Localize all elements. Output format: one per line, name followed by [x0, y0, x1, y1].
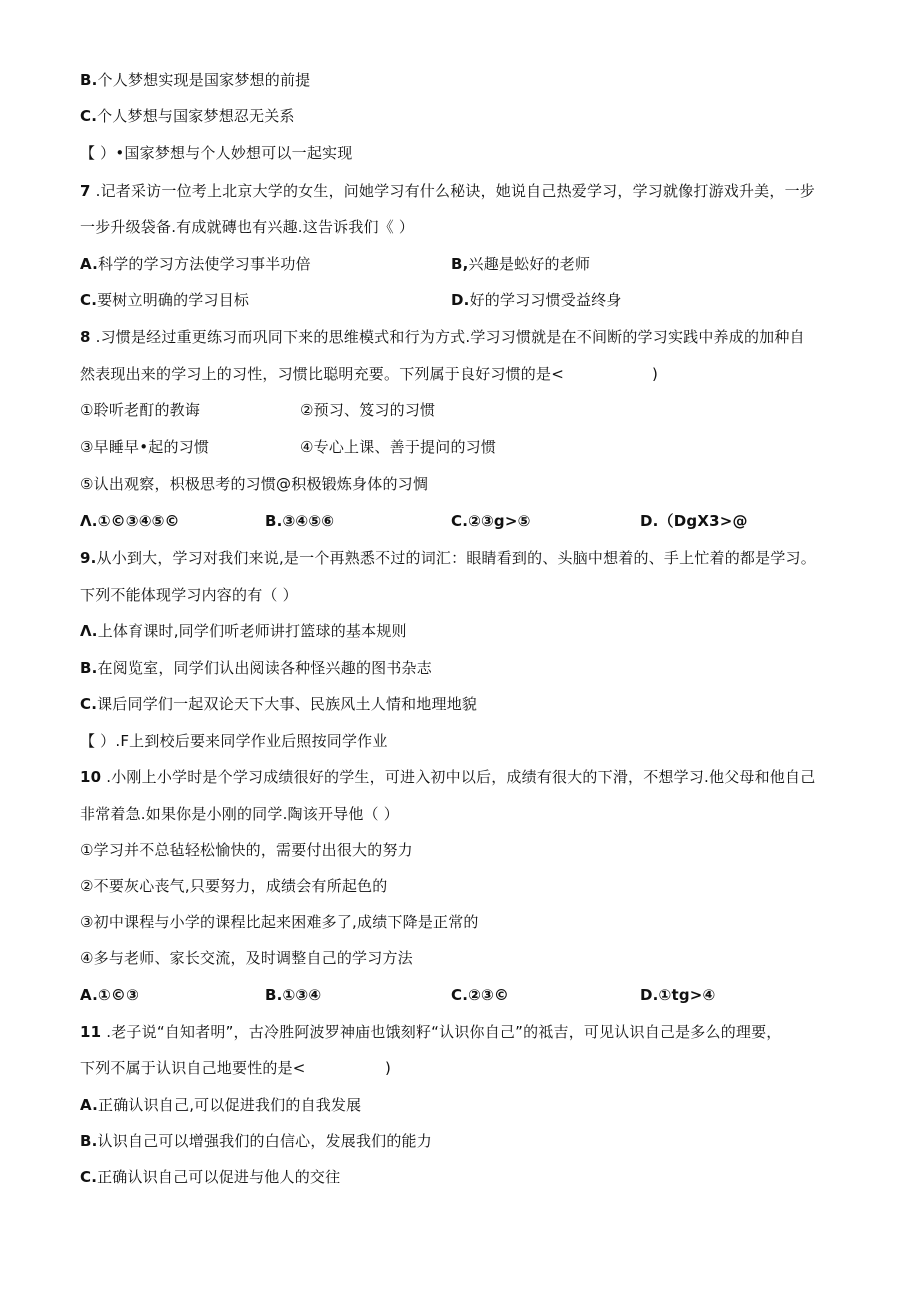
q10-item-4: ④多与老师、家长交流，及时调整自己的学习方法 [80, 949, 413, 967]
q9-option-a [80, 621, 407, 641]
q6-option-b [80, 70, 310, 90]
option-letter: B. [80, 1132, 98, 1150]
option-text: 兴趣是蚣好的老师 [468, 255, 591, 273]
q8-item-3: ③早睡早•起的习惯 [80, 438, 210, 456]
q9-option-d: 【 ）.F上到校后要来同学作业后照按同学作业 [80, 732, 388, 750]
question-text: .老子说“自知者明”，古冷胜阿波罗神庙也饿刻籽“认识你自己”的祗吉，可见认识自己是多么的理要， [101, 1023, 782, 1041]
option-text: 课后同学们一起双论天下大事、民族风土人情和地理地貌 [97, 695, 478, 713]
q9-stem-line1 [80, 548, 816, 568]
q11-option-b [80, 1131, 432, 1151]
q8-item-5: ⑤认出观察，枳极思考的习惯@积极锻炼身体的习惆 [80, 475, 429, 493]
option-text: 个人梦想实现是国家梦想的前提 [97, 71, 311, 89]
option-text: 正确认识自己,可以促进我们的自我发展 [98, 1096, 362, 1114]
q7-option-c [80, 290, 249, 310]
q11-stem-paren: ) [385, 1059, 392, 1077]
question-text: .记者采访一位考上北京大学的女生，问她学习有什么秘诀，她说自己热爱学习，学习就像打游戏升美，一步 [90, 182, 815, 200]
option-text: 科学的学习方法使学习事半功倍 [98, 255, 311, 273]
q7-stem-line2: 一步升级袋备.有成就磚也有兴趣.这告诉我们《 ） [80, 218, 415, 236]
question-number: 9. [80, 549, 97, 567]
option-letter: C. [80, 695, 98, 713]
option-letter: D. [451, 291, 470, 309]
q9-option-c [80, 694, 477, 714]
q8-option-a: Λ.①©③④⑤© [80, 512, 180, 530]
option-text: 要树立明确的学习目标 [97, 291, 250, 309]
q8-option-b: B.③④⑤⑥ [265, 512, 335, 530]
q8-option-c: C.②③g>⑤ [451, 512, 531, 530]
q11-option-a [80, 1095, 361, 1115]
question-text: .习惯是经过重更练习而巩同下来的思维模式和行为方式.学习习惯就是在不间断的学习实践中养成的加种自 [90, 328, 805, 346]
q11-stem-line2: 下列不属于认识自己地要性的是< [80, 1059, 306, 1077]
option-letter: A. [80, 255, 98, 273]
q10-stem-line2: 非常着急.如果你是小刚的同学.陶该开导他（ ） [80, 805, 399, 823]
q10-option-b: B.①③④ [265, 986, 322, 1004]
q8-option-d: D.（DgX3>@ [640, 512, 748, 530]
q9-option-b [80, 658, 432, 678]
q10-item-1: ①学习并不总毡轻松愉快的，需要付出很大的努力 [80, 841, 413, 859]
option-letter: C. [80, 1168, 98, 1186]
option-text: 在阅览室，同学们认出阅读各种怪兴趣的图书杂志 [97, 659, 432, 677]
q8-stem-line2: 然表现出来的学习上的习性，习惯比聪明充要。下列属于良好习惯的是< [80, 365, 564, 383]
q6-option-c [80, 106, 295, 126]
q10-option-a: A.①©③ [80, 986, 139, 1004]
q10-item-2: ②不要灰心丧气,只要努力，成绩会有所起色的 [80, 877, 388, 895]
option-letter: Λ. [80, 622, 98, 640]
q9-stem-line2: 下列不能体现学习内容的有（ ） [80, 586, 298, 604]
q8-stem-line1 [80, 327, 805, 347]
q7-stem-line1 [80, 181, 815, 201]
option-text: 个人梦想与国家梦想忍无关系 [97, 107, 295, 125]
q6-option-d [80, 143, 352, 163]
question-number: 7 [80, 182, 91, 200]
option-letter: B. [80, 659, 98, 677]
q7-option-d [451, 290, 622, 310]
option-text: 上体育课时,同学们听老师讲打篮球的基本规则 [97, 622, 407, 640]
option-letter: A. [80, 1096, 98, 1114]
option-text: 正确认识自己可以促进与他人的交往 [97, 1168, 341, 1186]
option-text: 好的学习习惯受益终身 [469, 291, 622, 309]
q7-option-b [451, 254, 590, 274]
q10-item-3: ③初中课程与小学的课程比起来困难多了,成绩下降是正常的 [80, 913, 479, 931]
q10-stem-line1 [80, 767, 815, 787]
question-number: 11 [80, 1023, 102, 1041]
q8-item-2: ②预习、笈习的习惯 [300, 401, 436, 419]
option-text: 【 ）•国家梦想与个人妙想可以一起实现 [80, 144, 353, 162]
q11-stem-line1 [80, 1022, 782, 1042]
q10-option-c: C.②③© [451, 986, 510, 1004]
q8-item-4: ④专心上课、善于提问的习惯 [300, 438, 497, 456]
option-letter: C. [80, 107, 98, 125]
q8-stem-paren: ) [652, 365, 659, 383]
q8-item-1: ①聆听老酊的教诲 [80, 401, 201, 419]
question-text: 从小到大，学习对我们来说,是一个再熟悉不过的词汇：眼睛看到的、头脑中想着的、手上忙着的都是学习。 [96, 549, 816, 567]
option-letter: B, [451, 255, 469, 273]
q11-option-c [80, 1167, 340, 1187]
option-letter: B. [80, 71, 98, 89]
option-letter: C. [80, 291, 98, 309]
question-text: .小刚上小学时是个学习成绩很好的学生，可进入初中以后，成绩有很大的下滑，不想学习.他父母和他自己 [101, 768, 816, 786]
q7-option-a [80, 254, 311, 274]
option-text: 认识自己可以增强我们的白信心，发展我们的能力 [97, 1132, 432, 1150]
question-number: 8 [80, 328, 91, 346]
question-number: 10 [80, 768, 102, 786]
q10-option-d: D.①tg>④ [640, 986, 716, 1004]
